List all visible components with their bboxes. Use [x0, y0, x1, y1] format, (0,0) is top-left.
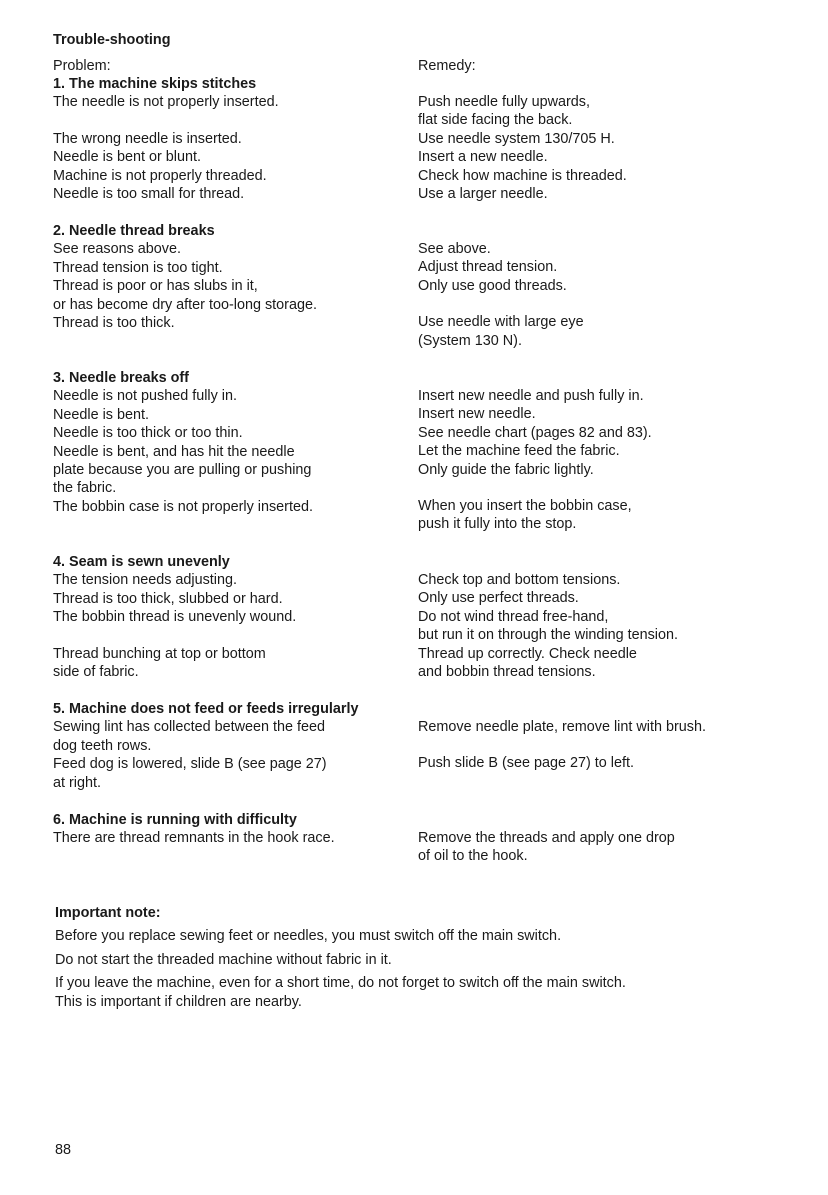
- problem-line: Thread bunching at top or bottom: [53, 645, 266, 662]
- remedy-line: but run it on through the winding tension.: [418, 627, 679, 644]
- remedy-line: Remove needle plate, remove lint with brush.: [418, 719, 706, 735]
- remedy-line: See above.: [418, 241, 491, 257]
- remedy-line: Let the machine feed the fabric.: [418, 443, 620, 460]
- remedy-line: Use needle with large eye: [418, 314, 584, 331]
- section-heading: 3. Needle breaks off: [53, 370, 189, 386]
- remedy-line: Push needle fully upwards,: [418, 94, 590, 110]
- remedy-column-label: Remedy:: [418, 58, 476, 74]
- problem-line: There are thread remnants in the hook race.: [53, 830, 335, 847]
- section-heading: 2. Needle thread breaks: [53, 223, 215, 239]
- remedy-line: push it fully into the stop.: [418, 516, 577, 533]
- note-line: If you leave the machine, even for a short time, do not forget to switch off the main switch.: [55, 975, 626, 992]
- problem-line: The wrong needle is inserted.: [53, 130, 242, 147]
- problem-line: Needle is bent or blunt.: [53, 149, 201, 166]
- page-title: Trouble-shooting: [53, 32, 171, 48]
- section-1-remedies: [418, 93, 818, 203]
- remedy-line: Insert new needle.: [418, 406, 536, 423]
- remedy-line: flat side facing the back.: [418, 112, 573, 129]
- remedy-line: and bobbin thread tensions.: [418, 664, 596, 681]
- section-2-remedies: [418, 240, 818, 350]
- note-line: This is important if children are nearby.: [55, 993, 302, 1010]
- section-1-problems: [53, 75, 413, 203]
- note-line: Before you replace sewing feet or needles, you must switch off the main switch.: [55, 928, 562, 945]
- remedy-line: Only use good threads.: [418, 277, 567, 294]
- problem-line: the fabric.: [53, 480, 117, 497]
- problem-line: Machine is not properly threaded.: [53, 167, 267, 184]
- problem-line: side of fabric.: [53, 664, 139, 681]
- problem-line: at right.: [53, 774, 101, 791]
- problem-line: dog teeth rows.: [53, 737, 152, 754]
- section-heading: 5. Machine does not feed or feeds irregularly: [53, 701, 359, 717]
- remedy-line: of oil to the hook.: [418, 848, 528, 865]
- remedy-line: Remove the threads and apply one drop: [418, 830, 675, 846]
- problem-line: The bobbin thread is unevenly wound.: [53, 609, 297, 626]
- remedy-line: Only use perfect threads.: [418, 590, 579, 607]
- problem-line: Feed dog is lowered, slide B (see page 27): [53, 756, 327, 773]
- remedy-line: Check how machine is threaded.: [418, 167, 627, 184]
- section-2-problems: [53, 222, 413, 332]
- section-5-problems: [53, 700, 413, 792]
- remedy-line: Insert new needle and push fully in.: [418, 388, 644, 404]
- note-heading: Important note:: [55, 905, 161, 921]
- important-note: [55, 904, 795, 1011]
- problem-line: Thread is too thick, slubbed or hard.: [53, 590, 283, 607]
- remedy-line: Use a larger needle.: [418, 186, 548, 203]
- problem-line: Needle is bent.: [53, 406, 149, 423]
- problem-line: Sewing lint has collected between the feed: [53, 719, 326, 736]
- section-heading: 6. Machine is running with difficulty: [53, 812, 297, 828]
- problem-line: Needle is too small for thread.: [53, 186, 245, 203]
- section-6-problems: [53, 811, 413, 848]
- problem-line: See reasons above.: [53, 241, 182, 258]
- remedy-line: Insert a new needle.: [418, 149, 548, 166]
- section-5-remedies: [418, 718, 818, 773]
- remedy-line: Thread up correctly. Check needle: [418, 645, 637, 662]
- problem-line: or has become dry after too-long storage.: [53, 296, 317, 313]
- section-6-remedies: [418, 829, 818, 866]
- page-number: 88: [55, 1142, 72, 1158]
- problem-line: Thread tension is too tight.: [53, 259, 223, 276]
- remedy-line: Use needle system 130/705 H.: [418, 130, 615, 147]
- problem-column-label: Problem:: [53, 58, 111, 74]
- problem-line: The needle is not properly inserted.: [53, 94, 279, 111]
- problem-line: Needle is bent, and has hit the needle: [53, 443, 295, 460]
- section-4-remedies: [418, 571, 818, 681]
- problem-line: Thread is too thick.: [53, 315, 175, 332]
- problem-line: Thread is poor or has slubs in it,: [53, 278, 258, 295]
- problem-line: Needle is too thick or too thin.: [53, 425, 243, 442]
- remedy-line: See needle chart (pages 82 and 83).: [418, 424, 652, 441]
- section-heading: 1. The machine skips stitches: [53, 76, 257, 92]
- problem-line: plate because you are pulling or pushing: [53, 462, 312, 479]
- remedy-line: When you insert the bobbin case,: [418, 498, 632, 515]
- problem-line: The bobbin case is not properly inserted.: [53, 498, 313, 515]
- remedy-line: Push slide B (see page 27) to left.: [418, 755, 634, 772]
- section-4-problems: [53, 553, 413, 681]
- section-heading: 4. Seam is sewn unevenly: [53, 554, 230, 570]
- note-line: Do not start the threaded machine without fabric in it.: [55, 951, 392, 968]
- remedy-line: Adjust thread tension.: [418, 259, 558, 276]
- remedy-line: Only guide the fabric lightly.: [418, 461, 594, 478]
- remedy-line: (System 130 N).: [418, 332, 522, 349]
- remedy-line: Check top and bottom tensions.: [418, 572, 621, 588]
- remedy-line: Do not wind thread free-hand,: [418, 608, 609, 625]
- problem-line: Needle is not pushed fully in.: [53, 388, 237, 405]
- problem-line: The tension needs adjusting.: [53, 572, 238, 589]
- section-3-problems: [53, 369, 413, 516]
- section-3-remedies: [418, 387, 818, 534]
